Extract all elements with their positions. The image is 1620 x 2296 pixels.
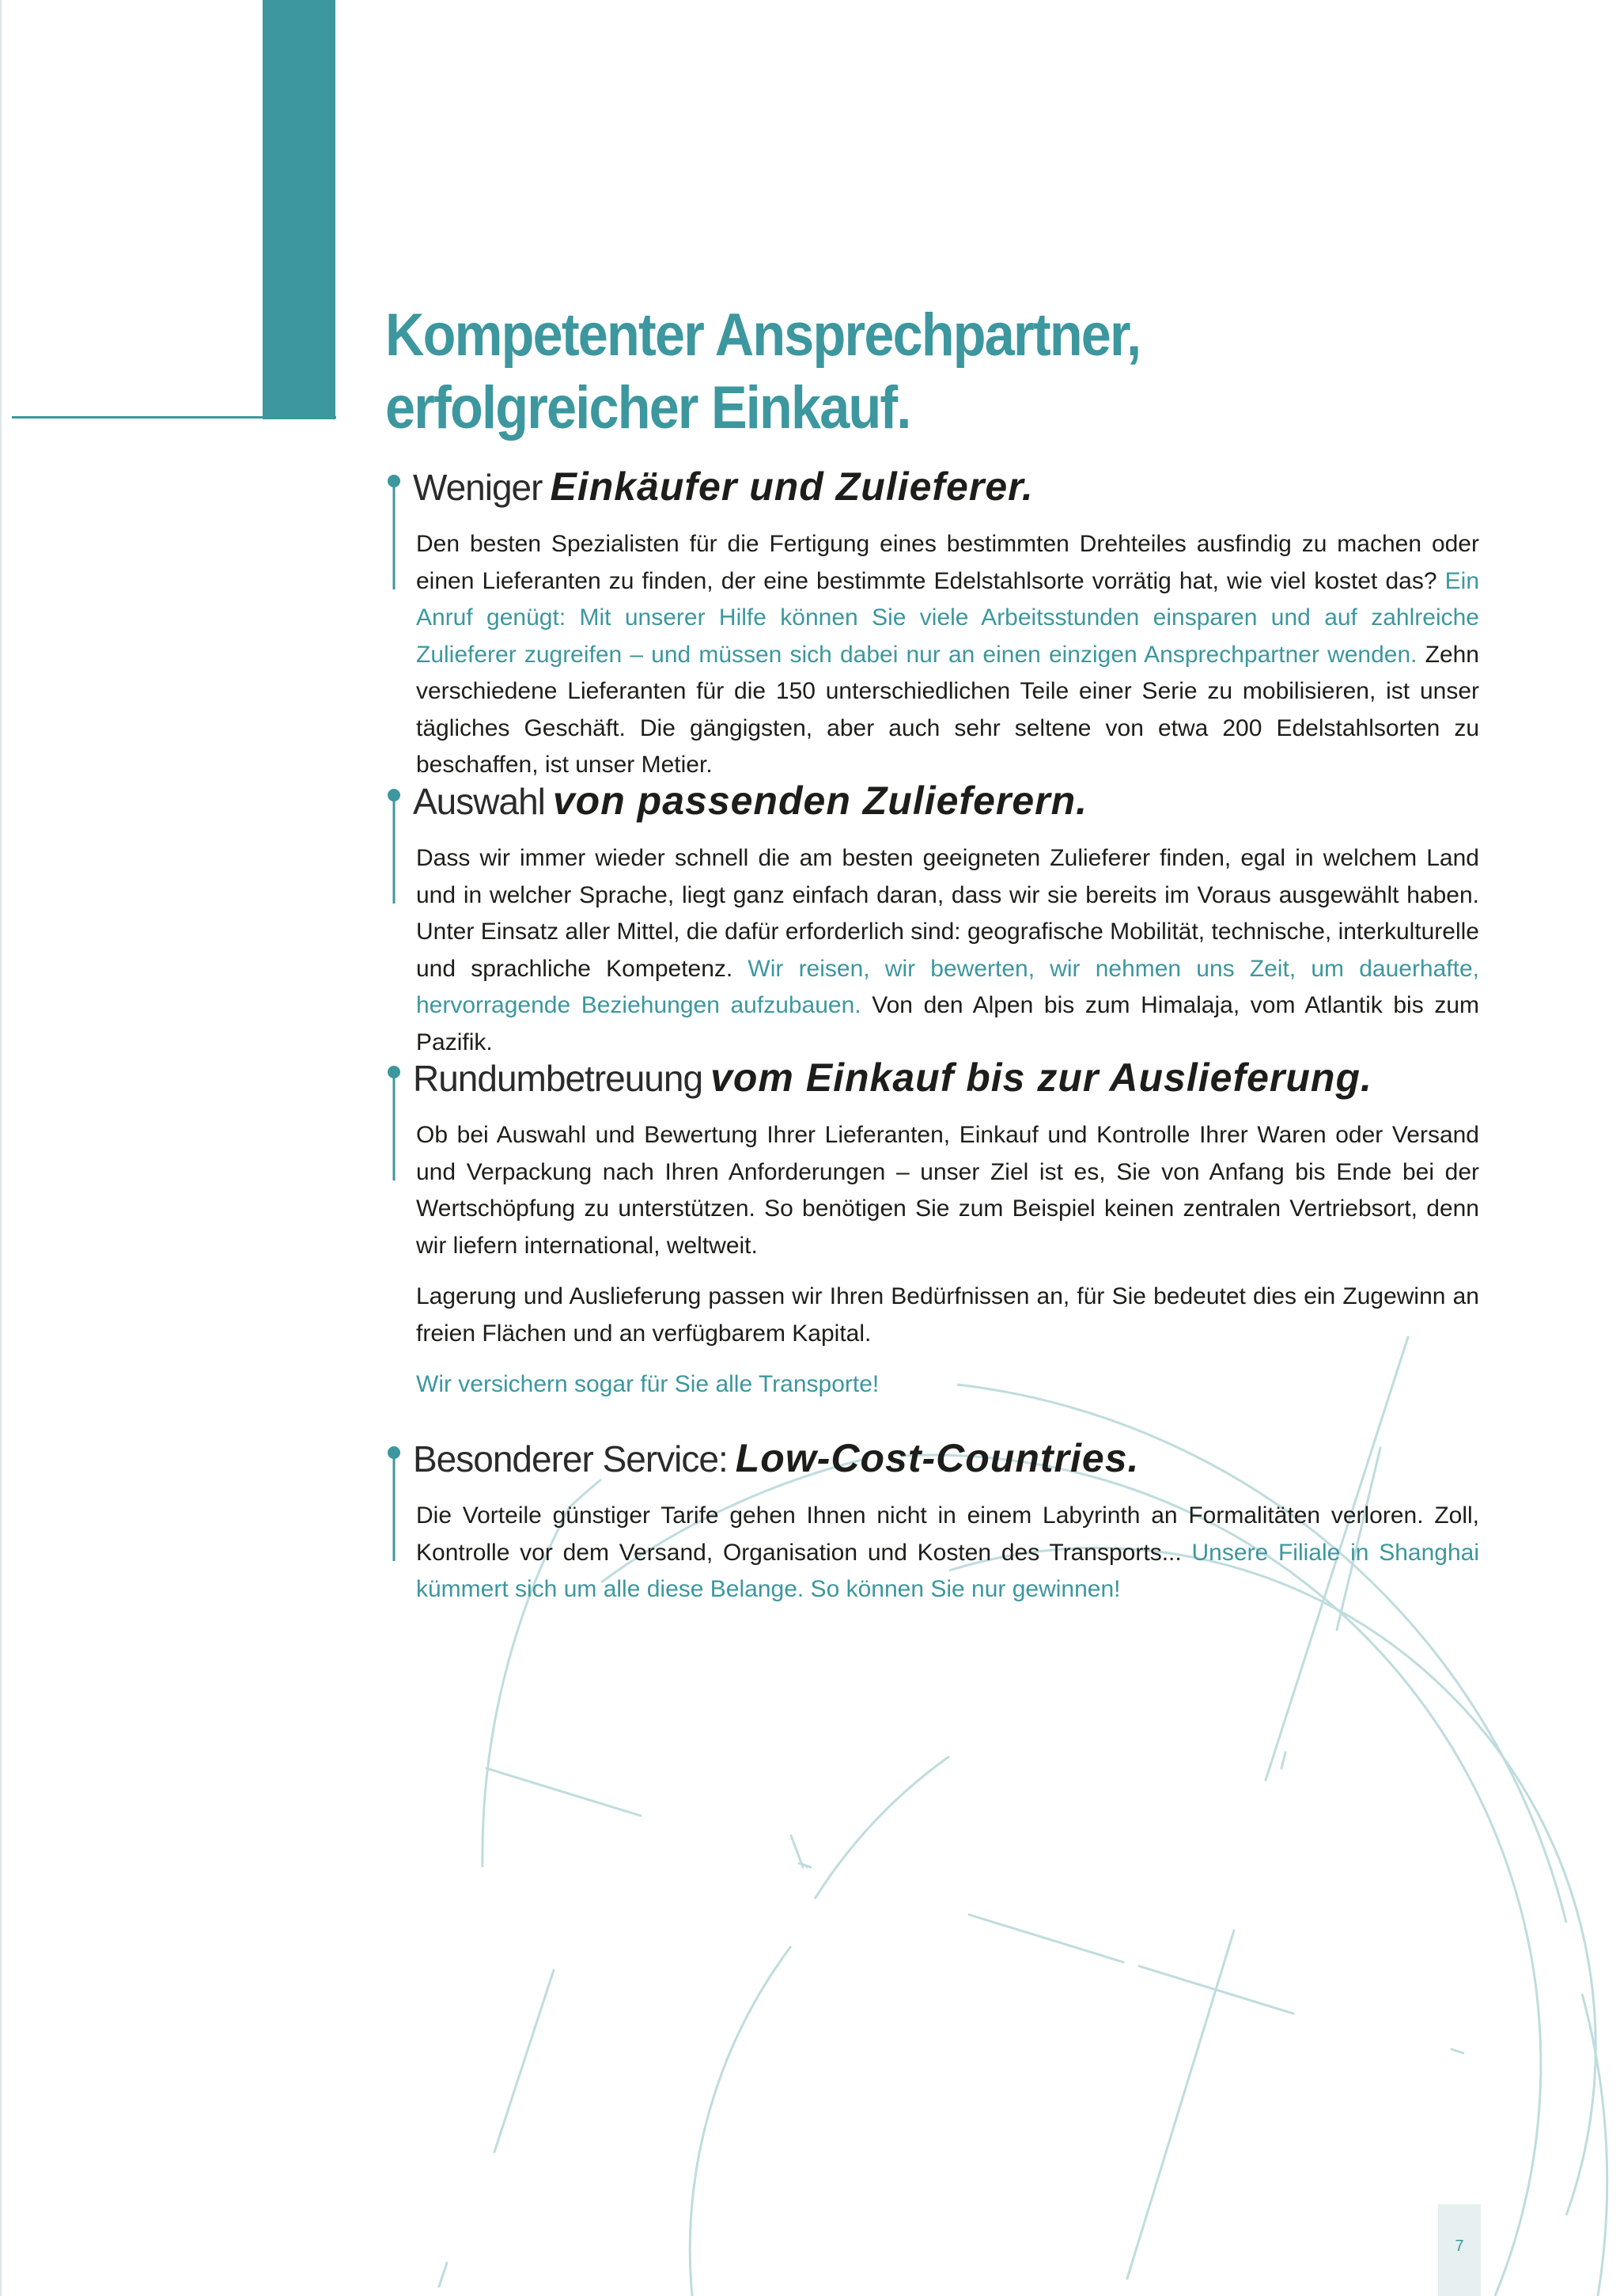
pin-marker-icon xyxy=(388,1066,403,1184)
heading-light: Auswahl xyxy=(413,781,545,822)
heading-bold: vom Einkauf bis zur Auslieferung. xyxy=(710,1055,1372,1100)
section-low-cost-countries xyxy=(388,1430,1479,1623)
section-rundumbetreuung xyxy=(388,1050,1479,1418)
body-paragraph xyxy=(416,1366,1479,1404)
heading-light: Besonderer Service: xyxy=(413,1438,728,1480)
pin-marker-icon xyxy=(388,475,403,593)
highlight-text: Wir versichern sogar für Sie alle Transporte! xyxy=(416,1371,880,1397)
heading-light: Weniger xyxy=(413,467,543,508)
paragraph-text: Die Vorteile günstiger Tarife gehen Ihnen nicht in einem Labyrinth an Formalitäten verloren. Zoll, Kontrolle vor dem Versand, Organisation und Kosten des Transports... xyxy=(416,1502,1479,1566)
pin-marker-icon xyxy=(388,1446,403,1565)
section-heading xyxy=(413,773,1479,829)
paragraph-text: Von den Alpen bis zum Himalaja, vom Atlantik bis zum Pazifik. xyxy=(416,992,1479,1055)
paragraph-text: Zehn verschiedene Lieferanten für die 150 unterschiedlichen Teile einer Serie zu mobilisieren, ist unser tägliches Geschäft. Die gängigsten, aber auch sehr seltene von etwa 200 Edelstahlsorten zu beschaffen, ist unser Metier. xyxy=(416,641,1479,778)
body-paragraph xyxy=(416,840,1479,1061)
section-heading xyxy=(413,459,1479,515)
body-paragraph xyxy=(416,1117,1479,1264)
paragraph-text: Dass wir immer wieder schnell die am besten geeigneten Zulieferer finden, egal in welchem Land und in welcher Sprache, liegt ganz einfach daran, dass wir sie bereits im Voraus ausgewählt haben. Unter Einsatz aller Mittel, die dafür erforderlich sind: geografische Mobilität, technische, interkulturelle und sprachliche Kompetenz. xyxy=(416,845,1479,982)
body-paragraph xyxy=(416,1498,1479,1608)
teal-horizontal-rule xyxy=(12,416,336,419)
heading-bold: Einkäufer und Zulieferer. xyxy=(550,464,1034,509)
paragraph-text: Den besten Spezialisten für die Fertigung eines bestimmten Drehteiles ausfindig zu machen oder einen Lieferanten zu finden, der eine bestimmte Edelstahlsorte vorrätig hat, wie viel kostet das? xyxy=(416,531,1479,594)
section-heading xyxy=(413,1050,1479,1106)
body-paragraph xyxy=(416,526,1479,784)
section-weniger-einkaeufer xyxy=(388,459,1479,798)
paragraph-text: Ob bei Auswahl und Bewertung Ihrer Lieferanten, Einkauf und Kontrolle Ihrer Waren oder Versand und Verpackung nach Ihren Anforderungen – unser Ziel ist es, Sie von Anfang bis Ende bei der Wertschöpfung zu unterstützen. So benötigen Sie zum Beispiel keinen zentralen Vertriebsort, denn wir liefern international, weltweit. xyxy=(416,1122,1479,1259)
section-heading xyxy=(413,1430,1479,1487)
page-title: Kompetenter Ansprechpartner, erfolgreicher Einkauf. xyxy=(385,301,1141,441)
page-edge xyxy=(0,0,2,2296)
body-paragraph xyxy=(416,1279,1479,1352)
highlight-text: Unsere Filiale in Shanghai kümmert sich um alle diese Belange. So können Sie nur gewinnen! xyxy=(416,1539,1479,1602)
heading-light: Rundumbetreuung xyxy=(413,1058,703,1099)
pin-marker-icon xyxy=(388,789,403,907)
highlight-text: Wir reisen, wir bewerten, wir nehmen uns Zeit, um dauerhafte, hervorragende Beziehungen aufzubauen. xyxy=(416,955,1479,1018)
page-number: 7 xyxy=(1438,2204,1481,2296)
paragraph-text: Lagerung und Auslieferung passen wir Ihren Bedürfnissen an, für Sie bedeutet dies ein Zugewinn an freien Flächen und an verfügbarem Kapital. xyxy=(416,1283,1479,1347)
highlight-text: Ein Anruf genügt: Mit unserer Hilfe können Sie viele Arbeitsstunden einsparen und auf zahlreiche Zulieferer zugreifen – und müssen sich dabei nur an einen einzigen Ansprechpartner wenden. xyxy=(416,567,1479,668)
heading-bold: Low-Cost-Countries. xyxy=(735,1436,1140,1480)
heading-bold: von passenden Zulieferern. xyxy=(552,779,1088,823)
section-auswahl-zulieferern xyxy=(388,773,1479,1075)
teal-accent-bar xyxy=(263,0,335,419)
